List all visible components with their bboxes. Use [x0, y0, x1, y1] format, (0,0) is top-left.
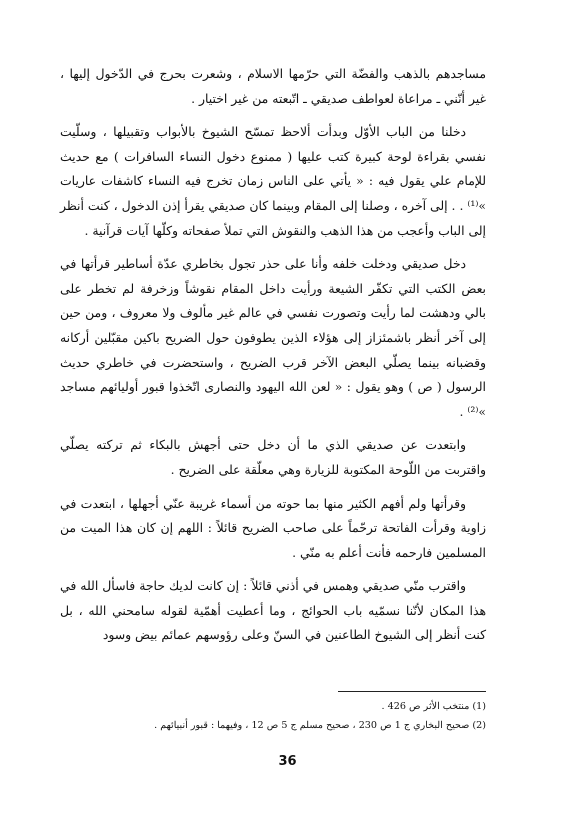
paragraph: مساجدهم بالذهب والفضّة التي حرّمها الاسلام ، وشعرت بحرج في الدّخول إليها ، غير أنّني ـ مراعاة لعواطف صديقي ـ اتّبعته من غير اختيار . — [60, 66, 486, 106]
paragraph: واقترب منّي صديقي وهمس في أذني قائلاً : إن كانت لديك حاجة فاسأل الله في هذا المكان لأنّنا نسمّيه باب الحوائج ، وما أعطيت أهمّية لقوله سامحني الله ، بل كنت أنظر إلى الشيوخ الطاعنين في السنّ وعلى رؤوسهم عمائم بيض وسود — [60, 578, 486, 643]
paragraph: وابتعدت عن صديقي الذي ما أن دخل حتى أجهش بالبكاء ثم تركته يصلّي واقتربت من اللّوحة المكتوبة للزيارة وهي معلّقة على الضريح . — [60, 437, 486, 477]
footnote-divider — [338, 691, 486, 692]
footnotes — [60, 697, 486, 735]
paragraph: دخلنا من الباب الأوّل وبدأت ألاحظ تمسّح الشيوخ بالأبواب وتقبيلها ، وسلّيت نفسي بقراءة لوحة كبيرة كتب عليها ( ممنوع دخول النساء السافرات ) مع حديث للإمام علي يقول فيه : « يأتي على الناس زمان تخرج فيه النساء كاشفات عاريات »⁽¹⁾ . . إلى آخره ، وصلنا إلى المقام وبينما كان صديقي يقرأ إذن الدخول ، كنت أنظر إلى الباب وأعجب من هذا الذهب والنقوش التي تملأ صفحاته وكلّها آيات قرآنية . — [60, 124, 486, 238]
footnote: (1) منتخب الأثر ص 426 . — [381, 701, 486, 712]
page-number: 36 — [278, 754, 297, 769]
footnote: (2) صحيح البخاري ج 1 ص 230 ، صحيح مسلم ج 5 ص 12 ، وفيهما : قبور أنبيائهم . — [154, 720, 486, 731]
body-text — [60, 62, 486, 657]
paragraph: وقرأتها ولم أفهم الكثير منها بما حوته من أسماء غريبة عنّي أجهلها ، ابتعدت في زاوية وقرأت الفاتحة ترحّماً على صاحب الضريح قائلاً : اللهم إن كان هذا الميت من المسلمين فارحمه فأنت أعلم به منّي . — [60, 495, 486, 560]
paragraph: دخل صديقي ودخلت خلفه وأنا على حذر تجول بخاطري عدّة أساطير قرأتها في بعض الكتب التي تكفّر الشيعة ورأيت داخل المقام نقوشاً وزخرفة لم تخطر على بالي ودهشت لما رأيت وتصورت نفسي في عالم غير مألوف ولا معروف ، ومن حين إلى آخر أنظر باشمئزاز إلى هؤلاء الذين يطوفون حول الضريح باكين مقبّلين أركانه وقضبانه بينما يصلّي البعض الآخر قرب الضريح ، واستحضرت في خاطري حديث الرسول ( ص ) وهو يقول : « لعن الله اليهود والنصارى اتّخذوا قبور أوليائهم مساجد »⁽²⁾ . — [60, 256, 486, 419]
